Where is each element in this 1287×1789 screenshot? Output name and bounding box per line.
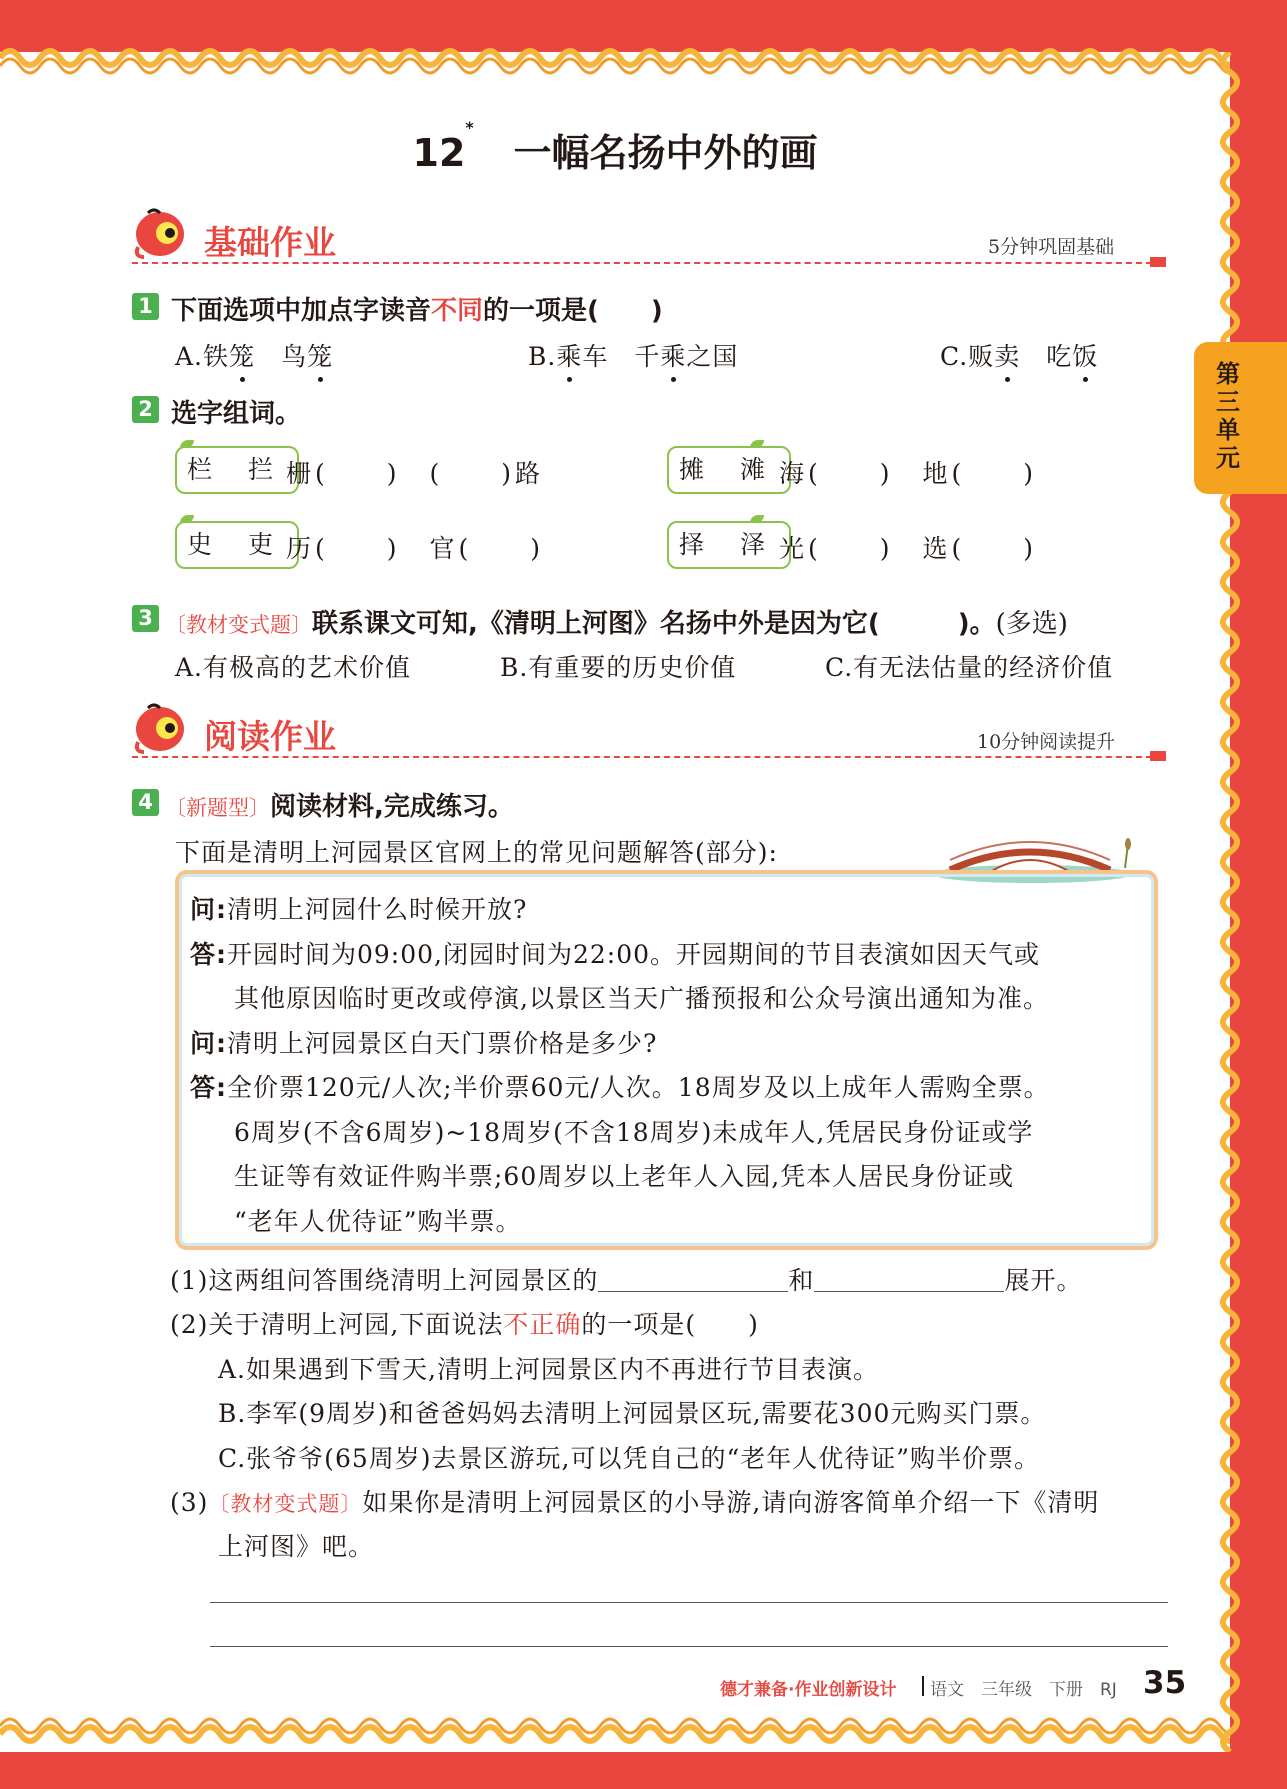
faq-line: 6周岁(不含6周岁)~18周岁(不含18周岁)未成年人,凭居民身份证或学 — [234, 1117, 1034, 1147]
question-tag: 〔教材变式题〕 — [208, 1492, 363, 1516]
question-2-text: 选字组词。 — [171, 399, 302, 429]
char-pair-box: 择 泽 — [667, 521, 791, 569]
lesson-mark: * — [465, 118, 474, 137]
section-reading-title: 阅读作业 — [204, 717, 336, 756]
sub-question-3-cont: 上河图》吧。 — [218, 1532, 375, 1561]
sub-question-3: (3)〔教材变式题〕如果你是清明上河园景区的小导游,请向游客简单介绍一下《清明 — [170, 1488, 1100, 1517]
question-1-number: 1 — [132, 293, 159, 320]
faq-line: 问:清明上河园景区白天门票价格是多少? — [190, 1028, 658, 1058]
section-basic-subtitle: 5分钟巩固基础 — [988, 236, 1115, 258]
apple-mascot-icon — [130, 702, 190, 754]
sub2-option-c[interactable]: C.张爷爷(65周岁)去景区游玩,可以凭自己的“老年人优待证”购半价票。 — [218, 1444, 1041, 1473]
q3-option-b[interactable]: B.有重要的历史价值 — [500, 653, 737, 682]
lesson-title — [0, 118, 1230, 177]
question-3-number: 3 — [132, 605, 159, 632]
lesson-title-text: 一幅名扬中外的画 — [513, 131, 818, 175]
bottom-wave-border — [0, 1716, 1230, 1752]
question-4-text: 〔新题型〕阅读材料,完成练习。 — [165, 792, 514, 822]
section-reading-subtitle: 10分钟阅读提升 — [977, 731, 1116, 753]
sub-question-1: (1)这两组问答围绕清明上河园景区的 和 展开。 — [170, 1266, 1083, 1295]
q1-option-c[interactable]: C.贩卖 吃饭 — [940, 337, 1098, 373]
question-2-number: 2 — [132, 396, 159, 423]
faq-line: 答:全价票120元/人次;半价票60元/人次。18周岁及以上成年人需购全票。 — [190, 1073, 1050, 1102]
question-4-number: 4 — [132, 789, 159, 816]
sub-question-2: (2)关于清明上河园,下面说法不正确的一项是( ) — [170, 1310, 759, 1339]
question-3-text: 〔教材变式题〕联系课文可知,《清明上河图》名扬中外是因为它( )。(多选) — [165, 609, 1068, 639]
faq-line: 答:开园时间为09:00,闭园时间为22:00。开园期间的节目表演如因天气或 — [190, 939, 1041, 969]
q1-option-a[interactable]: A.铁笼 鸟笼 — [175, 337, 333, 373]
answer-line[interactable] — [210, 1602, 1168, 1603]
faq-content — [190, 888, 1140, 1244]
sub2-option-a[interactable]: A.如果遇到下雪天,清明上河园景区内不再进行节目表演。 — [218, 1355, 879, 1384]
answer-blank-1[interactable] — [598, 1267, 788, 1292]
faq-line: 问:清明上河园什么时候开放? — [190, 895, 528, 924]
word-fill-blank[interactable]: 光( ) 选( ) — [779, 534, 1038, 563]
q3-option-a[interactable]: A.有极高的艺术价值 — [175, 653, 412, 682]
word-fill-blank[interactable]: 海( ) 地( ) — [779, 459, 1038, 488]
sub2-option-b[interactable]: B.李军(9周岁)和爸爸妈妈去清明上河园景区玩,需要花300元购买门票。 — [218, 1399, 1047, 1428]
question-tag: 〔新题型〕 — [165, 796, 270, 820]
divider-end-mark — [1150, 751, 1166, 761]
footer-divider — [922, 1676, 924, 1696]
top-wave-border — [0, 40, 1230, 76]
faq-line: 其他原因临时更改或停演,以景区当天广播预报和公众号演出通知为准。 — [234, 984, 1049, 1013]
section-basic-divider — [132, 262, 1162, 264]
apple-mascot-icon — [130, 207, 190, 259]
char-pair-box: 摊 滩 — [667, 446, 791, 494]
unit-side-tab-label: 第三单元 — [1216, 360, 1240, 472]
section-reading-divider — [132, 756, 1162, 758]
char-pair-box: 栏 拦 — [175, 446, 299, 494]
word-fill-blank[interactable]: 栅( ) ( )路 — [286, 459, 545, 488]
q3-option-c[interactable]: C.有无法估量的经济价值 — [825, 653, 1114, 682]
question-1-text: 下面选项中加点字读音不同的一项是( ) — [171, 296, 663, 326]
faq-line: “老年人优待证”购半票。 — [234, 1206, 522, 1236]
q1-option-b[interactable]: B.乘车 千乘之国 — [528, 337, 738, 373]
word-fill-blank[interactable]: 历( ) 官( ) — [286, 534, 545, 563]
section-basic-title: 基础作业 — [204, 223, 336, 262]
char-pair-box: 史 吏 — [175, 521, 299, 569]
answer-blank-2[interactable] — [814, 1267, 1004, 1292]
footer-brand: 德才兼备·作业创新设计 — [720, 1680, 897, 1700]
question-tag: 〔教材变式题〕 — [165, 613, 312, 637]
divider-end-mark — [1150, 257, 1166, 267]
page-number: 35 — [1143, 1665, 1187, 1701]
footer-info: 语文 三年级 下册 RJ — [930, 1680, 1117, 1700]
reading-intro: 下面是清明上河园景区官网上的常见问题解答(部分): — [175, 838, 778, 867]
lesson-number: 12 — [412, 131, 466, 175]
answer-line[interactable] — [210, 1646, 1168, 1647]
faq-line: 生证等有效证件购半票;60周岁以上老年人入园,凭本人居民身份证或 — [234, 1162, 1015, 1191]
right-wave-border — [1212, 52, 1248, 1752]
